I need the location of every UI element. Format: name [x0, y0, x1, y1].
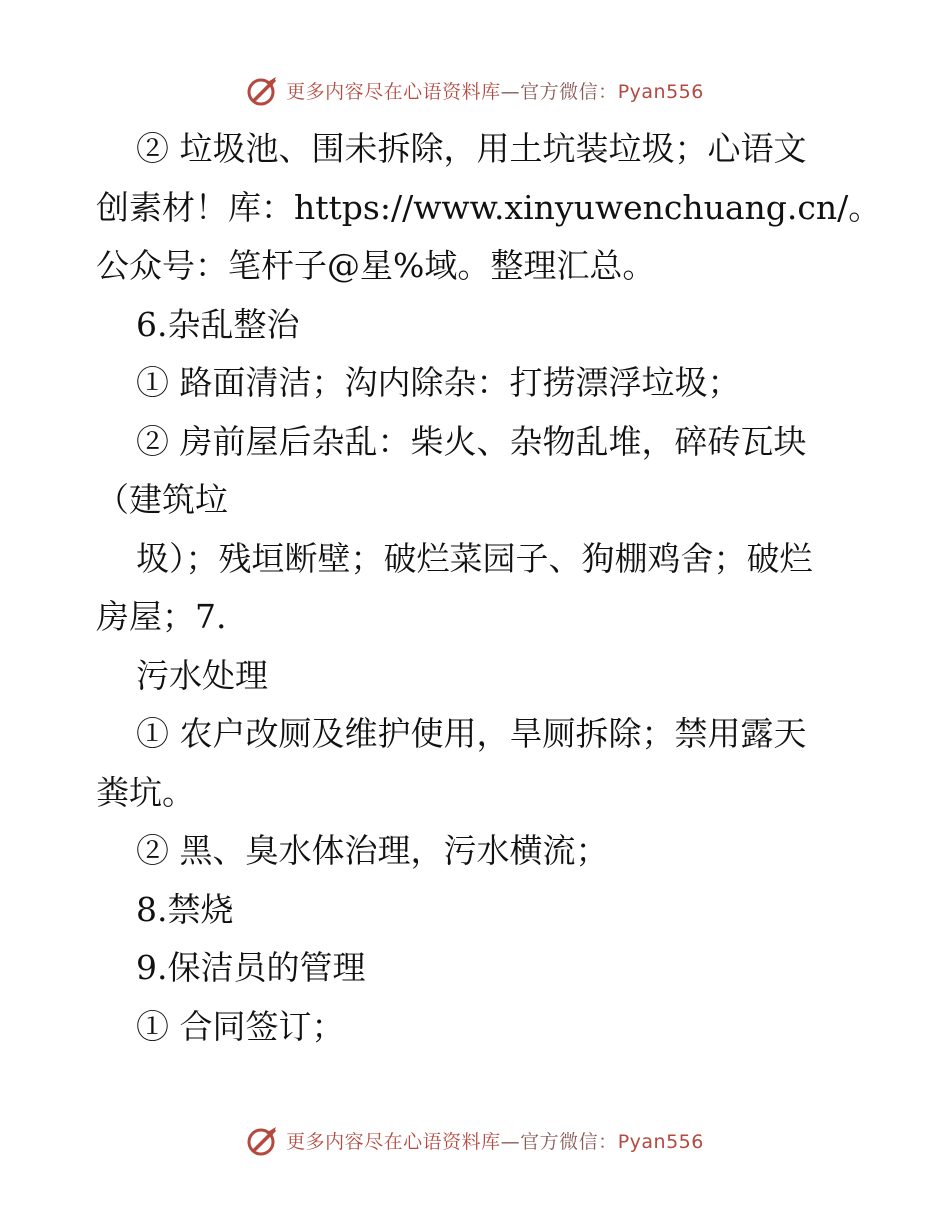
text-line: 创素材！库：https://www.xinyuwenchuang.cn/。 — [96, 187, 882, 227]
text-line: 房屋；7. — [96, 597, 227, 636]
text-line: 污水处理 — [136, 655, 268, 695]
footer-banner — [0, 1120, 950, 1160]
text-line: 圾）；残垣断壁；破烂菜园子、狗棚鸡舍；破烂 — [136, 538, 813, 578]
text-line: 公众号：笔杆子@星%域。整理汇总。 — [96, 246, 656, 285]
footer-banner-mid: 官方微信： — [520, 1130, 618, 1153]
header-banner-dash: — — [500, 80, 521, 103]
text-line: 9.保洁员的管理 — [136, 948, 366, 987]
header-banner-text — [286, 77, 704, 104]
footer-banner-lead: 更多内容尽在心语资料库 — [286, 1130, 501, 1153]
footer-banner-dash: — — [500, 1130, 521, 1153]
footer-banner-id: Pyan556 — [617, 1130, 704, 1153]
text-line: ② 垃圾池、围未拆除，用土坑装垃圾；心语文 — [136, 129, 807, 168]
text-line: 粪坑。 — [96, 772, 195, 812]
footer-banner-inner — [246, 1123, 704, 1157]
header-banner-mid: 官方微信： — [520, 80, 618, 103]
header-banner-lead: 更多内容尽在心语资料库 — [286, 80, 501, 103]
text-line: （建筑垃 — [96, 480, 228, 519]
quill-logo-icon — [246, 1123, 280, 1157]
header-banner-id: Pyan556 — [617, 80, 704, 103]
text-line: ② 房前屋后杂乱：柴火、杂物乱堆，碎砖瓦块 — [136, 421, 807, 461]
text-line: ① 合同签订； — [136, 1006, 345, 1046]
footer-banner-text — [286, 1127, 704, 1154]
text-line: ① 农户改厕及维护使用，旱厕拆除；禁用露天 — [136, 714, 807, 753]
text-line: ① 路面清洁；沟内除杂：打捞漂浮垃圾； — [136, 363, 741, 402]
header-banner-inner — [246, 73, 704, 107]
text-line: 8.禁烧 — [136, 889, 234, 929]
header-banner — [0, 70, 950, 110]
document-body — [96, 120, 882, 1056]
quill-logo-icon — [246, 73, 280, 107]
text-line: 6.杂乱整治 — [136, 304, 300, 344]
text-line: ② 黑、臭水体治理，污水横流； — [136, 831, 609, 870]
